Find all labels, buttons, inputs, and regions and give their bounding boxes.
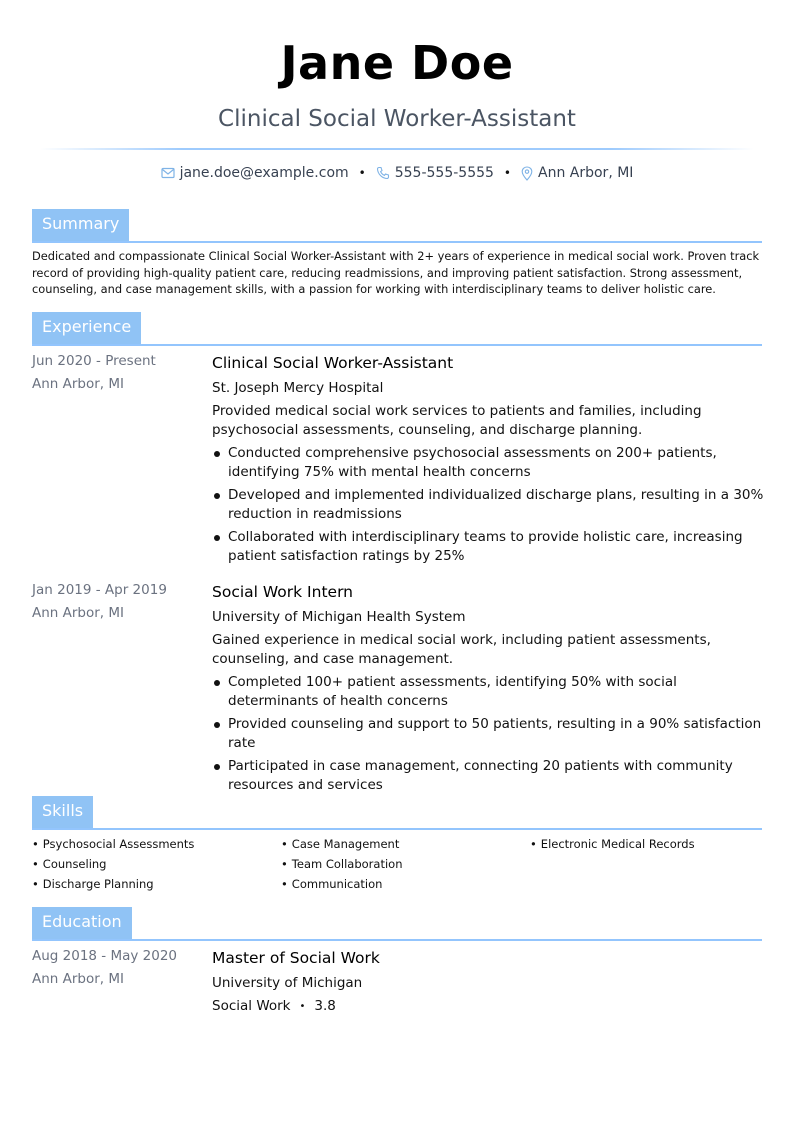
job-achievements xyxy=(212,673,764,795)
skill-item: • Discharge Planning xyxy=(32,876,281,893)
contact-separator: • xyxy=(503,166,511,180)
education-location: Ann Arbor, MI xyxy=(32,971,125,987)
skill-item: • Electronic Medical Records xyxy=(530,836,762,853)
job-description: Gained experience in medical social work, including patient assessments, counseling, and case management. xyxy=(212,632,711,667)
list-item: Conducted comprehensive psychosocial assessments on 200+ patients, identifying 75% with mental health concerns xyxy=(212,444,764,482)
job-entry xyxy=(212,353,764,570)
contact-location xyxy=(521,165,633,181)
job-location: Ann Arbor, MI xyxy=(32,605,125,621)
skill-item: • Case Management xyxy=(281,836,530,853)
education-details xyxy=(212,997,764,1016)
job-title: Social Work Intern xyxy=(212,583,353,601)
job-company: St. Joseph Mercy Hospital xyxy=(212,380,384,396)
job-description: Provided medical social work services to patients and families, including psychosocial assessments, counseling, and discharge planning. xyxy=(212,403,702,438)
job-location: Ann Arbor, MI xyxy=(32,376,125,392)
experience-heading: Experience xyxy=(32,312,141,344)
education-heading: Education xyxy=(32,907,132,939)
contact-separator: • xyxy=(358,166,366,180)
job-entry xyxy=(212,582,764,799)
degree-title: Master of Social Work xyxy=(212,949,380,967)
location-text: Ann Arbor, MI xyxy=(538,165,634,181)
list-item: Participated in case management, connecting 20 patients with community resources and services xyxy=(212,757,764,795)
job-title-headline: Clinical Social Worker-Assistant xyxy=(218,106,576,132)
education-section-header xyxy=(32,907,762,941)
skill-item: • Counseling xyxy=(32,856,281,873)
list-item: Provided counseling and support to 50 patients, resulting in a 90% satisfaction rate xyxy=(212,715,764,753)
email-text: jane.doe@example.com xyxy=(179,165,349,181)
candidate-name: Jane Doe xyxy=(280,36,514,90)
job-meta xyxy=(32,353,202,399)
phone-text: 555-555-5555 xyxy=(394,165,494,181)
detail-separator: • xyxy=(299,1001,306,1012)
gpa-value: 3.8 xyxy=(314,998,336,1014)
envelope-icon xyxy=(161,167,175,179)
skill-item: • Team Collaboration xyxy=(281,856,530,873)
education-dates: Aug 2018 - May 2020 xyxy=(32,948,178,964)
contact-email[interactable] xyxy=(161,165,349,181)
field-of-study: Social Work xyxy=(212,998,291,1014)
job-meta xyxy=(32,582,202,628)
job-company: University of Michigan Health System xyxy=(212,609,466,625)
contact-phone[interactable] xyxy=(376,165,494,181)
skill-item: • Communication xyxy=(281,876,530,893)
education-meta xyxy=(32,948,202,994)
summary-heading: Summary xyxy=(32,209,129,241)
job-dates: Jan 2019 - Apr 2019 xyxy=(32,582,167,598)
list-item: Collaborated with interdisciplinary teams to provide holistic care, increasing patient satisfaction ratings by 25% xyxy=(212,528,764,566)
school-name: University of Michigan xyxy=(212,975,363,991)
skills-list xyxy=(32,836,762,893)
phone-icon xyxy=(376,166,390,180)
skill-item: • Psychosocial Assessments xyxy=(32,836,281,853)
education-entry xyxy=(212,948,764,1016)
job-title: Clinical Social Worker-Assistant xyxy=(212,354,454,372)
map-pin-icon xyxy=(521,166,533,181)
list-item: Completed 100+ patient assessments, identifying 50% with social determinants of health concerns xyxy=(212,673,764,711)
title-divider xyxy=(40,148,754,150)
job-achievements xyxy=(212,444,764,566)
skills-heading: Skills xyxy=(32,796,93,828)
summary-text: Dedicated and compassionate Clinical Social Worker-Assistant with 2+ years of experience in medical social work. Proven track record of providing high-quality patient care, reducing readmissions, and improving patient satisfaction. Strong assessment, counseling, and case management skills, with a passion for working with interdisciplinary teams to deliver holistic care. xyxy=(32,249,760,296)
experience-section-header xyxy=(32,312,762,346)
contact-bar xyxy=(0,165,794,181)
skills-section-header xyxy=(32,796,762,830)
list-item: Developed and implemented individualized discharge plans, resulting in a 30% reduction in readmissions xyxy=(212,486,764,524)
job-dates: Jun 2020 - Present xyxy=(32,353,156,369)
summary-section-header xyxy=(32,209,762,243)
